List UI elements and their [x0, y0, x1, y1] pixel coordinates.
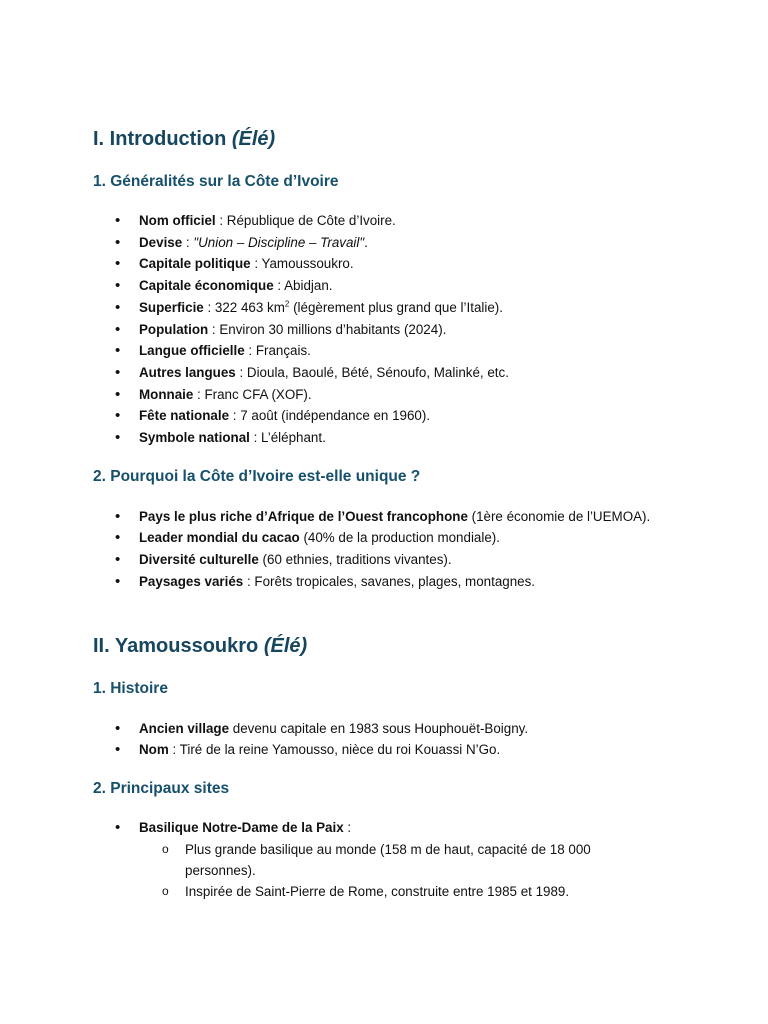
item-text-after: (légèrement plus grand que l’Italie).	[289, 299, 503, 315]
list-item	[93, 362, 653, 384]
item-text: :	[182, 234, 194, 250]
list-item	[93, 739, 653, 761]
item-label: Leader mondial du cacao	[139, 530, 300, 546]
item-text: : Français.	[244, 343, 311, 359]
unique-list	[93, 506, 653, 593]
list-item	[93, 817, 653, 902]
list-item	[93, 405, 653, 427]
item-text: (1ère économie de l’UEMOA).	[467, 508, 651, 524]
item-label: Ancien village	[139, 720, 230, 736]
item-label: Superficie	[139, 299, 204, 315]
section-1-title	[93, 124, 653, 154]
item-label: Nom officiel	[139, 213, 216, 228]
item-label: Nom	[139, 742, 169, 758]
list-item	[93, 210, 653, 232]
item-label: Fête nationale	[139, 408, 230, 424]
item-text: (60 ethnies, traditions vivantes).	[258, 552, 452, 568]
item-text: : Tiré de la reine Yamousso, nièce du roi Kouassi N’Go.	[168, 742, 501, 758]
document-content	[93, 124, 653, 902]
list-item	[93, 384, 653, 406]
item-label: Langue officielle	[139, 343, 245, 359]
item-text: : Dioula, Baoulé, Bété, Sénoufo, Malinké, etc.	[235, 364, 509, 380]
sub-list-item: o Plus grande basilique au monde (158 m de haut, capacité de 18 000 personnes).	[139, 839, 653, 881]
list-item	[93, 275, 653, 297]
sites-list	[93, 817, 653, 902]
list-item	[93, 319, 653, 341]
list-item	[93, 232, 653, 254]
list-item	[93, 427, 653, 449]
list-item	[93, 297, 653, 319]
item-text: :	[343, 819, 352, 835]
item-label: Devise	[139, 234, 183, 250]
item-text: : Forêts tropicales, savanes, plages, montagnes.	[243, 573, 536, 589]
section-1-subheading-2: 2. Pourquoi la Côte d’Ivoire est-elle unique ?	[93, 467, 421, 485]
item-label: Population	[139, 321, 209, 337]
item-motto: "Union – Discipline – Travail"	[193, 234, 365, 250]
section-2-title	[93, 631, 653, 661]
list-item	[93, 506, 653, 528]
item-label: Autres langues	[139, 364, 236, 380]
generalites-list	[93, 210, 653, 449]
item-text: : Yamoussoukro.	[250, 256, 354, 272]
list-item	[93, 571, 653, 593]
section-1-title-author: (Élé)	[231, 128, 276, 150]
item-label: Basilique Notre-Dame de la Paix	[139, 819, 344, 835]
item-text: : 7 août (indépendance en 1960).	[229, 408, 431, 424]
item-text: : Environ 30 millions d’habitants (2024).	[208, 321, 447, 337]
section-2-subheading-1: 1. Histoire	[93, 679, 168, 697]
section-1-title-text: I. Introduction	[93, 128, 227, 150]
item-text: devenu capitale en 1983 sous Houphouët-Boigny.	[229, 720, 529, 736]
item-text: : 322 463 km	[203, 299, 285, 315]
item-label: Paysages variés	[139, 573, 244, 589]
basilique-sublist	[139, 839, 653, 902]
item-label: Capitale économique	[139, 278, 274, 294]
item-label: Capitale politique	[139, 256, 251, 272]
list-item	[93, 527, 653, 549]
item-text: (40% de la production mondiale).	[299, 530, 500, 546]
item-text: : Abidjan.	[273, 278, 333, 294]
list-item	[93, 340, 653, 362]
section-2-title-text: II. Yamoussoukro	[93, 634, 259, 657]
histoire-list	[93, 718, 653, 761]
item-text-end: .	[364, 234, 368, 250]
item-label: Monnaie	[139, 386, 194, 402]
item-superscript: 2	[284, 299, 290, 309]
section-2-subheading-2: 2. Principaux sites	[93, 779, 230, 797]
section-2-title-author: (Élé)	[263, 634, 308, 657]
list-item	[93, 718, 653, 740]
list-item	[93, 549, 653, 571]
item-label: Symbole national	[139, 430, 250, 446]
item-label: Pays le plus riche d’Afrique de l’Ouest francophone	[139, 508, 468, 524]
item-text: : République de Côte d’Ivoire.	[215, 213, 396, 228]
sub-list-item: o Inspirée de Saint-Pierre de Rome, construite entre 1985 et 1989.	[139, 881, 653, 902]
list-item	[93, 253, 653, 275]
section-1-subheading-1: 1. Généralités sur la Côte d’Ivoire	[93, 173, 339, 190]
item-text: : Franc CFA (XOF).	[193, 386, 312, 402]
item-text: : L’éléphant.	[249, 430, 326, 446]
item-label: Diversité culturelle	[139, 552, 259, 568]
